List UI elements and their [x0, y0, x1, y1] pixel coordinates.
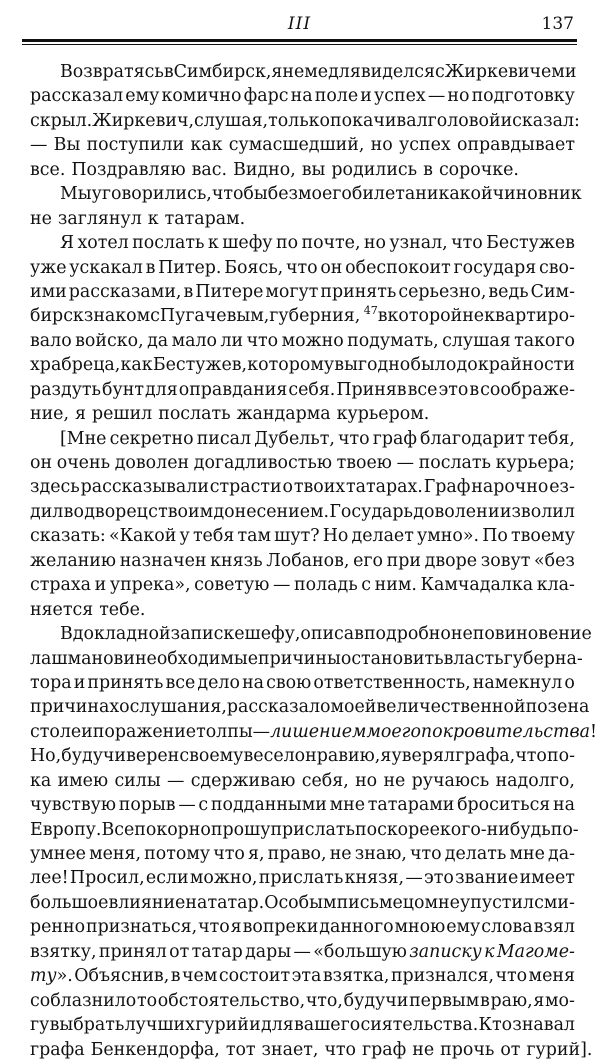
text-line: — Вы поступили как сумасшедший, но успех оправдывает	[30, 135, 575, 156]
text-line: все. Поздравляю вас. Видно, вы родились в сорочке.	[30, 159, 519, 180]
text-line: дил во дворец с твоим донесением. Государь доволен и изволил	[30, 501, 575, 522]
text-line: желанию назначен князь Лобанов, его при дворе зовут «без	[30, 550, 575, 571]
text-line: Возвратясь в Симбирск, я немедля виделся с Жиркевичем и	[60, 62, 577, 82]
text-line: столе и поражение толпы — лишением моего покровительства!	[30, 721, 597, 742]
text-line: Но, будучи верен своему веселонравию, я уверял графа, что по-	[30, 746, 575, 767]
text-line: Европу. Всепокорно прошу прислать поскорее кого-нибудь по-	[30, 819, 579, 840]
text-line: Мы уговорились, чтобы без моего билета никакой чиновник	[60, 184, 582, 205]
chapter-marker: III	[287, 14, 312, 34]
text-line: ние, я решил послать жандарма курьером.	[30, 404, 430, 425]
header-rule-thick	[22, 39, 577, 42]
text-line: ими рассказами, в Питере могут принять серьезно, ведь Сим-	[30, 281, 575, 302]
text-line: лашманов и необходимые причины остановить власть губерна-	[30, 648, 583, 669]
footnote-ref: 47	[360, 304, 378, 318]
header-rule-thin	[22, 44, 577, 45]
text-line: соблазнило то обстоятельство, что, будучи первым в раю, я мо-	[30, 990, 575, 1011]
text-line: гу выбрать лучших гурий и для вашего сиятельства. Кто знавал	[30, 1015, 575, 1036]
text-line: ту». Объяснив, в чем состоит эта взятка, признался, что меня	[30, 966, 575, 987]
page-number: 137	[541, 14, 574, 34]
body-text	[30, 60, 597, 1062]
text-line: храбреца, как Бестужев, которому выгодно было до крайности	[30, 355, 575, 376]
text-line: лее! Просил, если можно, прислать князя, — это звание имеет	[30, 868, 575, 889]
text-line: няется тебе.	[30, 599, 146, 620]
text-line: страха и упрека», советую — поладь с ним. Камчадалка кла-	[30, 575, 575, 596]
text-line: взятку, принял от татар дары — «большую записку к Магоме-	[30, 941, 575, 962]
text-line: умнее меня, потому что я, право, не знаю, что делать мне да-	[30, 844, 575, 864]
text-line: вало войско, да мало ли что можно подумать, слушая такого	[30, 330, 575, 351]
text-line: большое влияние на татар. Особым письмецом не упустил сми-	[30, 892, 575, 913]
text-line: он очень доволен догадливостью твоею — послать курьера;	[30, 453, 575, 473]
text-line: здесь рассказывали страсти о твоих татарах. Граф нарочно ез-	[30, 477, 575, 498]
text-line: ренно признаться, что я вопреки данного мною ему слова взял	[30, 917, 575, 938]
text-line: В докладной записке шефу, описав подробно неповиновение	[60, 624, 592, 645]
text-line: раздуть бунт для оправдания себя. Приняв все это в соображе-	[30, 379, 575, 400]
text-line: не заглянул к татарам.	[30, 208, 246, 229]
text-line: Я хотел послать к шефу по почте, но узнал, что Бестужев	[60, 233, 575, 254]
text-line: рассказал ему комично фарс на поле и успех — но подготовку	[30, 86, 575, 107]
text-line: уже ускакал в Питер. Боясь, что он обеспокоит государя сво-	[30, 257, 575, 278]
text-line: чувствую порыв — с подданными мне татарами броситься на	[30, 795, 575, 816]
text-line: [Мне секретно писал Дубельт, что граф благодарит тебя,	[60, 428, 575, 449]
text-line: тора и принять все дело на свою ответственность, намекнул о	[30, 672, 575, 693]
text-line: бирск знаком с Пугачевым, губерния, $^{47}$ в которой не квартиро-	[30, 304, 575, 327]
text-line: сказать: «Какой у тебя там шут? Но делает умно». По твоему	[30, 526, 575, 547]
text-line: графа Бенкендорфа, тот знает, что граф не прочь от гурий].	[30, 1039, 593, 1060]
running-header	[22, 14, 577, 44]
text-line: ка имею силы — сдерживаю себя, но не ручаюсь надолго,	[30, 770, 575, 791]
text-line: причинах ослушания, рассказал о моей величественной позе на	[30, 697, 590, 718]
text-line: скрыл. Жиркевич, слушая, только покачивал головой и сказал:	[30, 110, 580, 131]
